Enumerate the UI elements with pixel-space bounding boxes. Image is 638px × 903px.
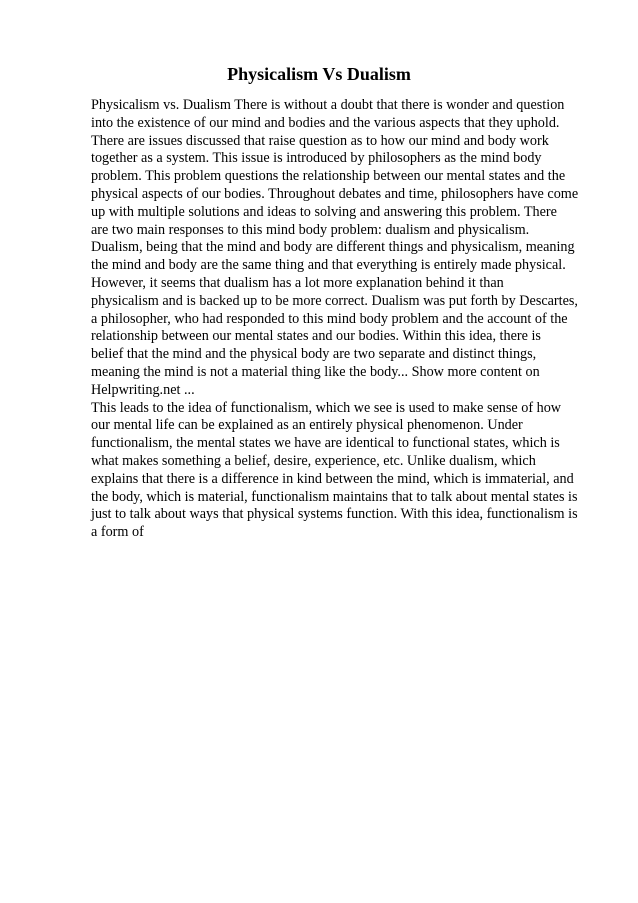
body-line: into the existence of our mind and bodies and the various aspects that they uphold. [91,114,560,131]
body-line: a philosopher, who had responded to this mind body problem and the account of the [91,310,568,327]
body-line: the body, which is material, functionalism maintains that to talk about mental states is [91,488,578,505]
body-line: Helpwriting.net ... [91,381,195,398]
body-line: our mental life can be explained as an entirely physical phenomenon. Under [91,417,523,434]
body-line: a form of [91,524,144,541]
body-line: explains that there is a difference in kind between the mind, which is immaterial, and [91,470,574,487]
body-line: up with multiple solutions and ideas to solving and answering this problem. There [91,203,557,220]
body-line: belief that the mind and the physical body are two separate and distinct things, [91,346,537,363]
body-line: meaning the mind is not a material thing like the body... Show more content on [91,363,540,380]
document-title: Physicalism Vs Dualism [227,64,411,84]
body-line: just to talk about ways that physical systems function. With this idea, functionalism is [91,506,578,523]
body-line: physical aspects of our bodies. Throughout debates and time, philosophers have come [91,185,579,202]
body-line: functionalism, the mental states we have are identical to functional states, which is [91,435,560,452]
body-line: what makes something a belief, desire, experience, etc. Unlike dualism, which [91,452,536,469]
document-body [91,97,579,542]
body-line: Dualism, being that the mind and body are different things and physicalism, meaning [91,239,575,256]
body-line: Physicalism vs. Dualism There is without a doubt that there is wonder and question [91,97,565,113]
body-line: physicalism and is backed up to be more correct. Dualism was put forth by Descartes, [91,292,578,309]
body-line: There are issues discussed that raise question as to how our mind and body work [91,132,549,149]
body-line: the mind and body are the same thing and that everything is entirely made physical. [91,257,566,274]
body-line: relationship between our mental states and our bodies. Within this idea, there is [91,328,541,345]
body-line: problem. This problem questions the relationship between our mental states and the [91,168,566,185]
body-line: However, it seems that dualism has a lot more explanation behind it than [91,274,504,291]
body-line: are two main responses to this mind body problem: dualism and physicalism. [91,221,530,238]
body-line: together as a system. This issue is introduced by philosophers as the mind body [91,150,542,167]
body-line: This leads to the idea of functionalism, which we see is used to make sense of how [91,399,562,416]
